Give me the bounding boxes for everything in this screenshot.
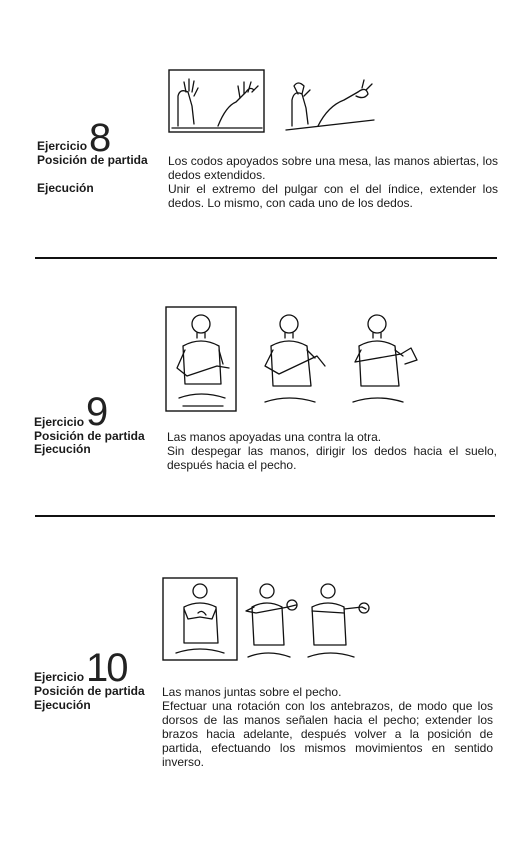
exercise-8-start-text: Los codos apoyados sobre una mesa, las manos abiertas, los dedos extendidos. <box>168 154 498 182</box>
divider-1 <box>35 257 497 259</box>
exercise-9-start-label: Posición de partida <box>34 429 145 443</box>
illustration-exercise-9 <box>165 306 435 414</box>
exercise-9-number: 9 <box>86 390 107 434</box>
exercise-8-label: Ejercicio <box>37 139 88 153</box>
exercise-10-exec-text: Efectuar una rotación con los antebrazos, de modo que los dorsos de las manos señalen hacia el pecho; extender los brazos hacia adelante, después volver a la posición de partida, efectuando los mismos movimientos en sentido inverso. <box>162 699 493 769</box>
illustration-exercise-10 <box>162 577 382 663</box>
exercise-8-number: 8 <box>89 116 110 160</box>
exercise-8-exec-label: Ejecución <box>37 181 94 195</box>
exercise-9-exec-label: Ejecución <box>34 442 91 456</box>
exercise-8-start-label: Posición de partida <box>37 153 148 167</box>
exercise-9-start-text: Las manos apoyadas una contra la otra. <box>167 430 382 444</box>
exercise-8-exec-text: Unir el extremo del pulgar con el del índice, extender los dedos. Lo mismo, con cada uno de los dedos. <box>168 182 498 210</box>
exercise-10-exec-label: Ejecución <box>34 698 91 712</box>
exercise-10-label: Ejercicio <box>34 670 85 684</box>
exercise-10-start-text: Las manos juntas sobre el pecho. <box>162 685 342 699</box>
exercise-9-exec-text: Sin despegar las manos, dirigir los dedos hacia el suelo, después hacia el pecho. <box>167 444 497 472</box>
exercise-10-start-label: Posición de partida <box>34 684 145 698</box>
exercise-9-label: Ejercicio <box>34 415 85 429</box>
exercise-10-number: 10 <box>86 646 127 690</box>
divider-2 <box>35 515 495 517</box>
illustration-exercise-8 <box>168 66 398 136</box>
